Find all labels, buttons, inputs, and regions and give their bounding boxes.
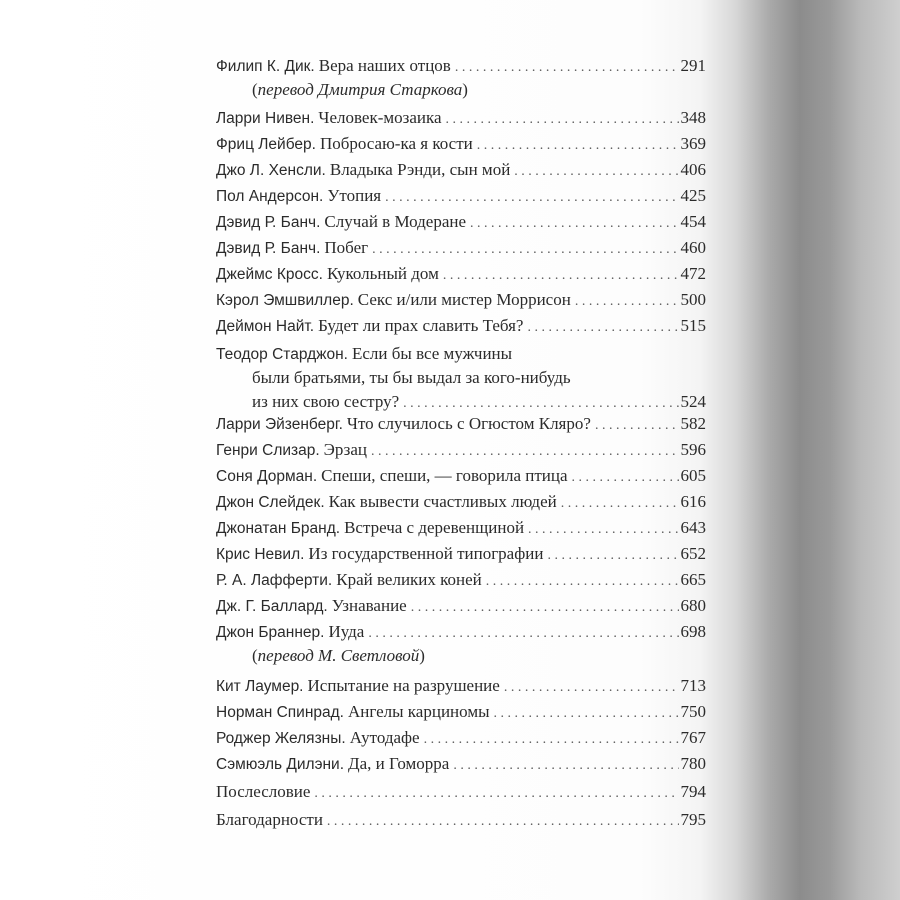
entry-title: Что случилось с Огюстом Кляро? (346, 414, 591, 433)
entry-title: Секс и/или мистер Моррисон (357, 290, 571, 309)
dot-leader (453, 758, 678, 774)
entry-page-number: 680 (680, 596, 706, 615)
dot-leader (547, 548, 678, 564)
toc-line (216, 702, 706, 728)
entry-author: Джеймс Кросс. (216, 266, 323, 283)
entry-title: Встреча с деревенщиной (344, 518, 525, 537)
entry-title: Кукольный дом (326, 264, 439, 283)
entry-title: Побег (324, 238, 369, 257)
title-continuation: из них свою сестру? (252, 392, 400, 411)
dot-leader (504, 680, 679, 696)
translator-line (252, 80, 468, 106)
entry-author: Роджер Желязны. (216, 730, 346, 747)
translator-open-paren: ( (252, 646, 258, 665)
entry-page-number: 524 (680, 392, 706, 411)
entry-author: Норман Спинрад. (216, 704, 344, 721)
title-continuation: были братьями, ты бы выдал за кого-нибудь (252, 368, 571, 387)
translator-open-paren: ( (252, 80, 258, 99)
toc-line (216, 264, 706, 290)
entry-title: Будет ли прах славить Тебя? (318, 316, 524, 335)
entry-author: Филип К. Дик. (216, 58, 315, 75)
toc-line (216, 134, 706, 160)
entry-author: Кэрол Эмшвиллер. (216, 292, 354, 309)
entry-page-number: 795 (680, 810, 706, 829)
entry-title: Утопия (327, 186, 382, 205)
dot-leader (372, 242, 678, 258)
entry-title: Благодарности (216, 810, 323, 829)
toc-line (216, 754, 706, 780)
entry-author: Генри Слизар. (216, 442, 320, 459)
entry-page-number: 643 (680, 518, 706, 537)
dot-leader (385, 190, 678, 206)
entry-title: Ангелы карциномы (347, 702, 490, 721)
toc-line (216, 518, 706, 544)
dot-leader (455, 60, 679, 76)
entry-author: Джон Браннер. (216, 624, 325, 641)
entry-page-number: 454 (680, 212, 706, 231)
entry-author: Ларри Нивен. (216, 110, 315, 127)
toc-line (216, 344, 706, 370)
dot-leader (443, 268, 679, 284)
translator-line (252, 646, 425, 672)
dot-leader (411, 600, 679, 616)
entry-title: Человек-мозаика (318, 108, 442, 127)
entry-page-number: 291 (680, 56, 706, 75)
toc-line (216, 290, 706, 316)
entry-title: Эрзац (323, 440, 367, 459)
entry-page-number: 472 (680, 264, 706, 283)
entry-author: Кит Лаумер. (216, 678, 304, 695)
entry-page-number: 652 (680, 544, 706, 563)
toc-line (216, 622, 706, 648)
entry-author: Соня Дорман. (216, 468, 318, 485)
translator-close-paren: ) (462, 80, 468, 99)
entry-page-number: 750 (680, 702, 706, 721)
entry-page-number: 582 (680, 414, 706, 433)
entry-page-number: 780 (680, 754, 706, 773)
toc-line (216, 810, 706, 836)
entry-page-number: 665 (680, 570, 706, 589)
entry-author: Дэвид Р. Банч. (216, 240, 321, 257)
entry-author: Сэмюэль Дилэни. (216, 756, 345, 773)
entry-title: Спеши, спеши, — говорила птица (321, 466, 568, 485)
toc-line (216, 160, 706, 186)
entry-author: Дэвид Р. Банч. (216, 214, 321, 231)
toc-line (216, 492, 706, 518)
entry-author: Фриц Лейбер. (216, 136, 316, 153)
dot-leader (368, 626, 678, 642)
entry-title: Край великих коней (336, 570, 482, 589)
toc-line (216, 466, 706, 492)
toc-line (216, 108, 706, 134)
entry-author: Ларри Эйзенберг. (216, 416, 343, 433)
entry-page-number: 369 (680, 134, 706, 153)
entry-author: Р. А. Лафферти. (216, 572, 333, 589)
toc-line (216, 676, 706, 702)
dot-leader (486, 574, 679, 590)
dot-leader (403, 396, 678, 412)
toc-line (216, 238, 706, 264)
toc-line (216, 56, 706, 82)
toc-line (216, 782, 706, 808)
entry-author: Джонатан Бранд. (216, 520, 341, 537)
entry-translator: перевод Дмитрия Старкова (257, 80, 463, 99)
entry-author: Пол Андерсон. (216, 188, 324, 205)
entry-title: Случай в Модеране (324, 212, 467, 231)
dot-leader (561, 496, 679, 512)
toc-line (216, 728, 706, 754)
toc-line (216, 414, 706, 440)
entry-title: Из государственной типографии (308, 544, 544, 563)
entry-page-number: 460 (680, 238, 706, 257)
entry-page-number: 515 (680, 316, 706, 335)
entry-title: Как вывести счастливых людей (328, 492, 557, 511)
entry-page-number: 767 (680, 728, 706, 747)
dot-leader (572, 470, 679, 486)
entry-author: Теодор Старджон. (216, 346, 348, 363)
entry-title: Побросаю-ка я кости (319, 134, 473, 153)
dot-leader (327, 814, 679, 830)
entry-author: Джон Слейдек. (216, 494, 325, 511)
entry-page-number: 794 (680, 782, 706, 801)
dot-leader (477, 138, 679, 154)
translator-close-paren: ) (419, 646, 425, 665)
dot-leader (424, 732, 679, 748)
entry-page-number: 425 (680, 186, 706, 205)
entry-author: Дж. Г. Баллард. (216, 598, 328, 615)
toc-line (216, 544, 706, 570)
entry-title: Если бы все мужчины (352, 344, 513, 363)
dot-leader (595, 418, 679, 434)
dot-leader (528, 522, 678, 538)
entry-title: Испытание на разрушение (307, 676, 500, 695)
dot-leader (371, 444, 679, 460)
entry-page-number: 348 (680, 108, 706, 127)
toc-line (216, 596, 706, 622)
entry-author: Деймон Найт. (216, 318, 315, 335)
entry-page-number: 698 (680, 622, 706, 641)
entry-title: Вера наших отцов (318, 56, 451, 75)
toc-line (216, 440, 706, 466)
dot-leader (494, 706, 679, 722)
toc-line (216, 186, 706, 212)
entry-page-number: 605 (680, 466, 706, 485)
dot-leader (527, 320, 678, 336)
entry-page-number: 500 (680, 290, 706, 309)
entry-title: Послесловие (216, 782, 311, 801)
entry-title: Иуда (328, 622, 365, 641)
toc-line (216, 316, 706, 342)
toc-line (216, 570, 706, 596)
entry-author: Джо Л. Хенсли. (216, 162, 326, 179)
entry-title: Узнавание (331, 596, 407, 615)
dot-leader (314, 786, 678, 802)
toc-line (216, 212, 706, 238)
entry-page-number: 616 (680, 492, 706, 511)
entry-translator: перевод М. Светловой (257, 646, 420, 665)
entry-page-number: 596 (680, 440, 706, 459)
entry-page-number: 406 (680, 160, 706, 179)
dot-leader (575, 294, 679, 310)
entry-author: Крис Невил. (216, 546, 305, 563)
dot-leader (446, 112, 679, 128)
dot-leader (470, 216, 678, 232)
dot-leader (514, 164, 678, 180)
entry-title: Аутодафе (349, 728, 420, 747)
entry-title: Да, и Гоморра (348, 754, 450, 773)
entry-page-number: 713 (680, 676, 706, 695)
entry-title: Владыка Рэнди, сын мой (329, 160, 511, 179)
